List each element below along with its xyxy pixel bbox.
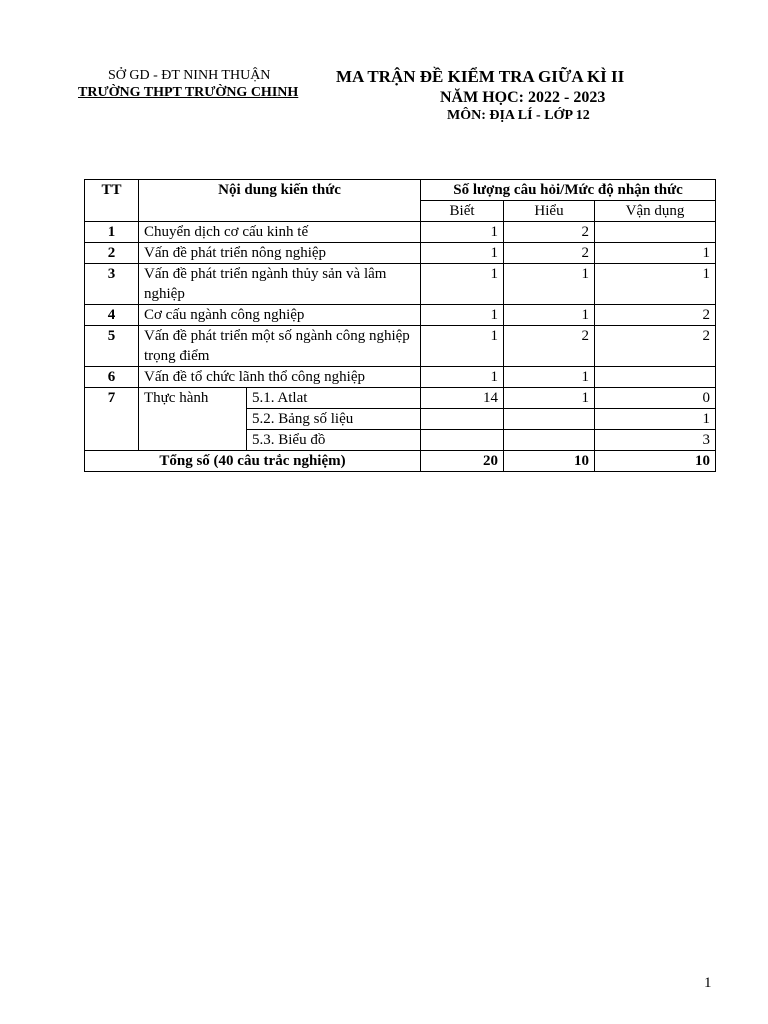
row-content: Vấn đề phát triển một số ngành công nghiệp trọng điểm bbox=[139, 326, 421, 367]
row-tt: 6 bbox=[85, 367, 139, 388]
row-tt: 7 bbox=[85, 388, 139, 451]
row-biet: 1 bbox=[421, 264, 504, 305]
header-tt: TT bbox=[85, 180, 139, 222]
row-biet: 1 bbox=[421, 222, 504, 243]
row-hieu: 1 bbox=[504, 388, 595, 409]
table-row bbox=[85, 264, 716, 305]
row-biet: 1 bbox=[421, 305, 504, 326]
row-tt: 4 bbox=[85, 305, 139, 326]
row-vandung: 1 bbox=[595, 409, 716, 430]
school-name: TRƯỜNG THPT TRƯỜNG CHINH bbox=[78, 85, 299, 100]
total-label: Tổng số (40 câu trắc nghiệm) bbox=[85, 451, 421, 472]
table-row bbox=[85, 243, 716, 264]
total-vandung: 10 bbox=[595, 451, 716, 472]
header-hieu: Hiểu bbox=[504, 201, 595, 222]
row-hieu: 2 bbox=[504, 222, 595, 243]
total-row bbox=[85, 451, 716, 472]
row-hieu: 2 bbox=[504, 243, 595, 264]
row-vandung: 1 bbox=[595, 243, 716, 264]
school-year: NĂM HỌC: 2022 - 2023 bbox=[440, 89, 606, 106]
row-hieu: 1 bbox=[504, 305, 595, 326]
row-biet bbox=[421, 409, 504, 430]
practice-item: 5.1. Atlat bbox=[247, 388, 421, 409]
row-hieu bbox=[504, 409, 595, 430]
row-biet: 1 bbox=[421, 243, 504, 264]
table-row bbox=[85, 222, 716, 243]
practice-item: 5.2. Bảng số liệu bbox=[247, 409, 421, 430]
header-level-group: Số lượng câu hỏi/Mức độ nhận thức bbox=[421, 180, 716, 201]
row-vandung bbox=[595, 222, 716, 243]
department-name: SỞ GD - ĐT NINH THUẬN bbox=[108, 68, 271, 83]
practice-item: 5.3. Biểu đồ bbox=[247, 430, 421, 451]
row-hieu: 1 bbox=[504, 367, 595, 388]
row-vandung: 3 bbox=[595, 430, 716, 451]
row-vandung bbox=[595, 367, 716, 388]
row-hieu bbox=[504, 430, 595, 451]
row-content: Vấn đề tổ chức lãnh thổ công nghiệp bbox=[139, 367, 421, 388]
document-title: MA TRẬN ĐỀ KIỂM TRA GIỮA KÌ II bbox=[336, 67, 625, 86]
total-biet: 20 bbox=[421, 451, 504, 472]
subject-line: MÔN: ĐỊA LÍ - LỚP 12 bbox=[447, 108, 590, 123]
row-biet: 1 bbox=[421, 326, 504, 367]
row-tt: 3 bbox=[85, 264, 139, 305]
header-biet: Biết bbox=[421, 201, 504, 222]
table-header-row bbox=[85, 180, 716, 201]
table-row bbox=[85, 305, 716, 326]
exam-matrix-table bbox=[84, 179, 716, 472]
table-row bbox=[85, 326, 716, 367]
row-content: Cơ cấu ngành công nghiệp bbox=[139, 305, 421, 326]
row-content: Vấn đề phát triển nông nghiệp bbox=[139, 243, 421, 264]
row-biet bbox=[421, 430, 504, 451]
row-content: Chuyển dịch cơ cấu kinh tế bbox=[139, 222, 421, 243]
row-hieu: 2 bbox=[504, 326, 595, 367]
row-tt: 2 bbox=[85, 243, 139, 264]
row-hieu: 1 bbox=[504, 264, 595, 305]
practice-label: Thực hành bbox=[139, 388, 247, 451]
row-biet: 14 bbox=[421, 388, 504, 409]
row-vandung: 0 bbox=[595, 388, 716, 409]
table-row bbox=[85, 367, 716, 388]
row-tt: 1 bbox=[85, 222, 139, 243]
page-number: 1 bbox=[704, 975, 712, 991]
row-tt: 5 bbox=[85, 326, 139, 367]
row-vandung: 2 bbox=[595, 326, 716, 367]
header-content: Nội dung kiến thức bbox=[139, 180, 421, 222]
header-vandung: Vận dụng bbox=[595, 201, 716, 222]
row-biet: 1 bbox=[421, 367, 504, 388]
row-content: Vấn đề phát triển ngành thủy sản và lâm nghiệp bbox=[139, 264, 421, 305]
row-vandung: 2 bbox=[595, 305, 716, 326]
total-hieu: 10 bbox=[504, 451, 595, 472]
row-vandung: 1 bbox=[595, 264, 716, 305]
table-row bbox=[85, 388, 716, 409]
